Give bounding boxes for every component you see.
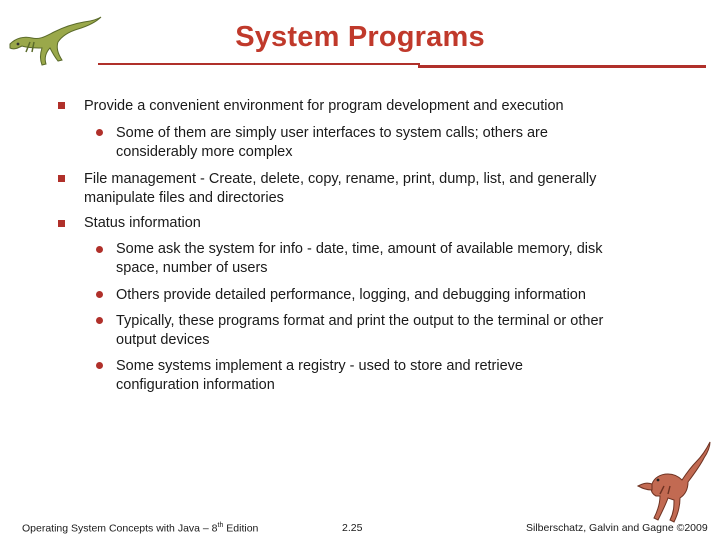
dinosaur-logo-icon [630,440,712,525]
bullet-text: Status information [84,215,201,231]
round-bullet-icon [96,317,103,324]
bullet-text: File management - Create, delete, copy, rename, print, dump, list, and generally manipulate files and directories [84,171,597,206]
sub-bullet-text: Typically, these programs format and print the output to the terminal or other output devices [116,313,604,348]
footer-copyright: Silberschatz, Galvin and Gagne ©2009 [526,522,708,534]
sub-bullet-text: Some ask the system for info - date, time, amount of available memory, disk space, number of users [116,241,603,276]
square-bullet-icon [58,102,65,109]
square-bullet-icon [58,175,65,182]
round-bullet-icon [96,129,103,136]
bullet-text: Provide a convenient environment for program development and execution [84,98,564,114]
title-underline-thick [418,65,706,68]
title-underline [98,63,420,65]
round-bullet-icon [96,362,103,369]
round-bullet-icon [96,291,103,298]
sub-bullet-text: Some systems implement a registry - used to store and retrieve configuration information [116,358,523,393]
slide-title: System Programs [235,21,485,53]
sub-bullet-text: Some of them are simply user interfaces to system calls; others are considerably more complex [116,125,548,160]
round-bullet-icon [96,246,103,253]
footer-page-number: 2.25 [342,522,363,534]
square-bullet-icon [58,220,65,227]
sub-bullet-text: Others provide detailed performance, logging, and debugging information [116,287,586,303]
footer-book-title: Operating System Concepts with Java – 8th Edition [22,522,259,535]
